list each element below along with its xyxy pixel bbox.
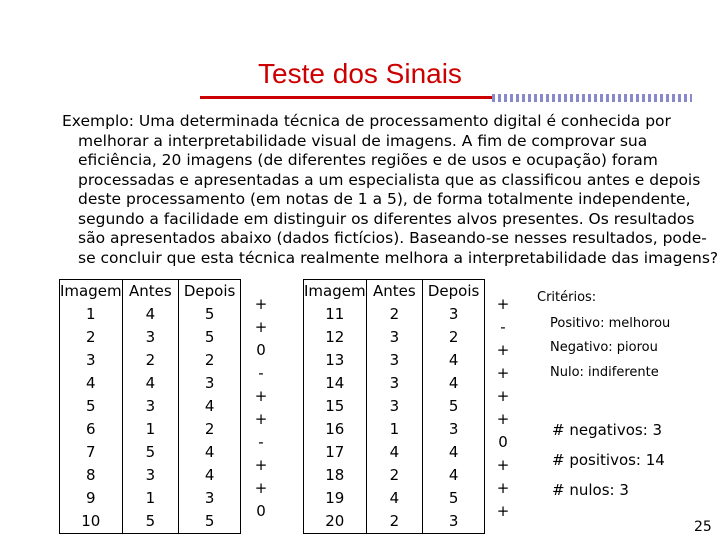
table-cell: 2 [448,328,459,346]
table-cell: 3 [204,374,215,392]
sign-mark: + [496,341,510,359]
column-depois [423,280,485,534]
criteria-positive: Positivo: melhorou [550,316,671,331]
table-cell: 3 [389,351,400,369]
table-cell: 4 [448,466,459,484]
column-imagem [60,280,123,534]
table-cell: 3 [448,512,459,530]
table-cell: 1 [389,420,400,438]
table-cell: 4 [448,351,459,369]
table-cell: 1 [145,420,156,438]
table-cell: 5 [145,512,156,530]
slide-title: Teste dos Sinais [258,58,462,89]
table-cell: 18 [325,466,345,484]
sign-mark: + [254,479,268,497]
paragraph-line: segundo a facilidade em distinguir os diferentes alvos presentes. Os resultados [78,209,695,228]
title-stripe-decoration [492,94,692,102]
table-cell: 3 [145,328,156,346]
table-cell: 8 [86,466,96,484]
sign-column-left [251,293,271,523]
sign-mark: - [258,364,264,382]
table-cell: 1 [86,305,96,323]
table-cell: 5 [448,397,459,415]
table-cell: 5 [204,512,215,530]
column-header: Depois [427,282,480,300]
table-cell: 16 [325,420,345,438]
table-cell: 4 [204,397,215,415]
table-cell: 2 [389,466,400,484]
sign-mark: 0 [256,341,266,359]
table-cell: 3 [86,351,96,369]
column-header: Antes [129,282,172,300]
table-cell: 20 [325,512,345,530]
paragraph-line: se concluir que esta técnica realmente melhora a interpretabilidade das imagens? [78,248,719,267]
table-cell: 7 [86,443,96,461]
sign-mark: + [254,410,268,428]
table-cell: 3 [145,397,156,415]
table-cell: 11 [325,305,345,323]
sign-column-right [493,293,513,523]
paragraph-line: deste processamento (em notas de 1 a 5), de forma totalmente independente, [78,190,691,208]
column-depois [179,280,241,534]
table-cell: 5 [448,489,459,507]
column-imagem [304,280,367,534]
count-nulls: # nulos: 3 [552,481,629,499]
table-cell: 4 [389,489,400,507]
table-cell: 3 [145,466,156,484]
paragraph-line: são apresentados abaixo (dados fictícios). Baseando-se nesses resultados, pode- [78,229,707,247]
table-cell: 2 [389,512,400,530]
count-positives: # positivos: 14 [552,451,665,469]
sign-mark: + [496,364,510,382]
table-cell: 14 [325,374,345,392]
table-cell: 4 [204,466,215,484]
column-header: Imagem [60,282,122,300]
example-paragraph [62,112,719,268]
table-cell: 2 [204,420,215,438]
column-antes [122,280,179,534]
title-underline [200,96,492,99]
sign-mark: - [500,318,506,336]
sign-mark: + [254,387,268,405]
sign-mark: + [254,318,268,336]
sign-mark: + [496,295,510,313]
table-cell: 13 [325,351,345,369]
table-cell: 2 [86,328,96,346]
table-cell: 3 [389,374,400,392]
sign-mark: + [496,502,510,520]
column-antes [366,280,423,534]
table-cell: 5 [145,443,156,461]
data-table-right [303,279,485,534]
paragraph-line: Exemplo: Uma determinada técnica de processamento digital é conhecida por [62,112,671,130]
table-cell: 5 [204,305,215,323]
table-cell: 17 [325,443,345,461]
table-cell: 6 [86,420,96,438]
table-cell: 10 [81,512,101,530]
table-cell: 4 [86,374,96,392]
sign-mark: + [496,410,510,428]
column-header: Imagem [304,282,366,300]
table-cell: 12 [325,328,345,346]
criteria-null: Nulo: indiferente [550,365,659,380]
table-cell: 5 [204,328,215,346]
sign-mark: + [496,387,510,405]
data-table-left [59,279,241,534]
sign-mark: 0 [256,502,266,520]
criteria-heading: Critérios: [537,290,597,305]
table-cell: 5 [86,397,96,415]
table-cell: 4 [145,305,156,323]
table-cell: 19 [325,489,345,507]
table-cell: 3 [448,420,459,438]
sign-mark: + [496,456,510,474]
table-cell: 3 [448,305,459,323]
count-negatives: # negativos: 3 [552,421,663,439]
table-cell: 4 [448,374,459,392]
table-cell: 4 [145,374,156,392]
sign-mark: 0 [498,433,508,451]
sign-mark: + [254,295,268,313]
table-cell: 9 [86,489,96,507]
column-header: Antes [373,282,416,300]
column-header: Depois [183,282,236,300]
table-cell: 4 [389,443,400,461]
table-cell: 2 [145,351,156,369]
paragraph-line: processadas e apresentadas a um especialista que as classificou antes e depois [78,170,701,189]
table-cell: 4 [448,443,459,461]
criteria-negative: Negativo: piorou [550,340,658,355]
paragraph-line: eficiência, 20 imagens (de diferentes regiões e de usos e ocupação) foram [78,151,658,169]
table-cell: 2 [389,305,400,323]
table-cell: 1 [145,489,156,507]
sign-mark: + [496,479,510,497]
table-cell: 3 [204,489,215,507]
table-cell: 3 [389,397,400,415]
table-cell: 2 [204,351,215,369]
sign-mark: + [254,456,268,474]
paragraph-line: melhorar a interpretabilidade visual de imagens. A fim de comprovar sua [78,131,648,150]
sign-mark: - [258,433,264,451]
page-number: 25 [694,519,712,535]
table-cell: 3 [389,328,400,346]
table-cell: 15 [325,397,345,415]
table-cell: 4 [204,443,215,461]
